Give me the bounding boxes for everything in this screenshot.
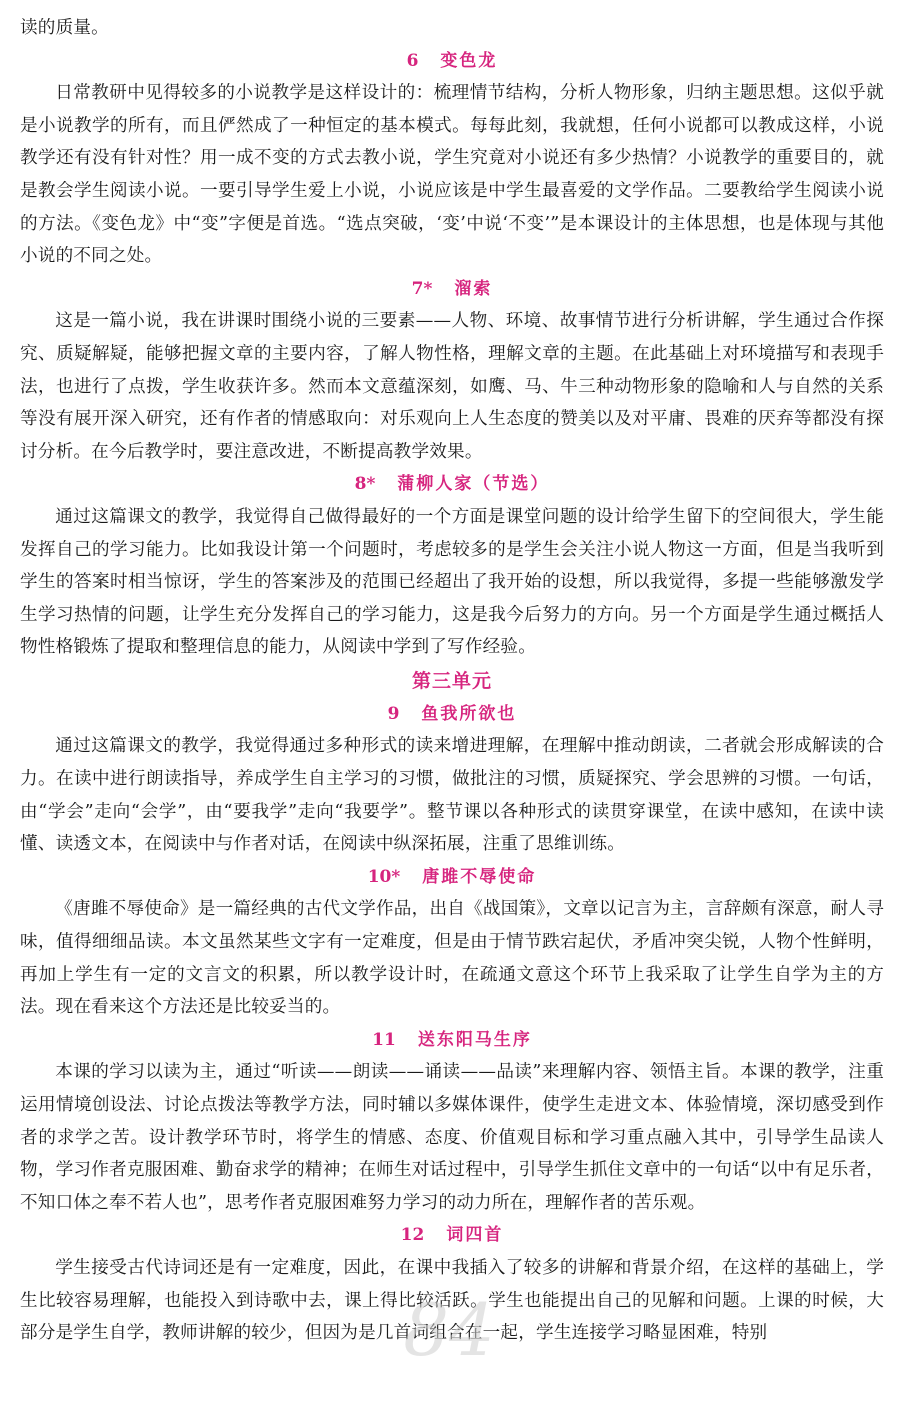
lesson-heading-12 bbox=[20, 1219, 884, 1252]
lesson-number: 10* bbox=[367, 866, 401, 887]
lesson-title: 鱼我所欲也 bbox=[421, 703, 517, 724]
page-content bbox=[20, 12, 884, 1350]
lesson-heading-6 bbox=[20, 45, 884, 78]
unit-heading: 第三单元 bbox=[411, 669, 492, 692]
lesson-paragraph-12: 学生接受古代诗词还是有一定难度，因此，在课中我插入了较多的讲解和背景介绍，在这样的基础上，学生比较容易理解，也能投入到诗歌中去，课上得比较活跃。学生也能提出自己的见解和问题。上课的时候，大部分是学生自学，教师讲解的较少，但因为是几首词组合在一起，学生连接学习略显困难，特别 bbox=[20, 1257, 884, 1344]
lesson-title: 溜索 bbox=[454, 278, 493, 299]
intro-tail-paragraph: 读的质量。 bbox=[20, 18, 109, 38]
lesson-title: 词四首 bbox=[446, 1225, 504, 1246]
lesson-paragraph-9: 通过这篇课文的教学，我觉得通过多种形式的读来增进理解，在理解中推动朗读，二者就会形成解读的合力。在读中进行朗读指导，养成学生自主学习的习惯，做批注的习惯，质疑探究、学会思辨的习惯。一句话，由“学会”走向“会学”，由“要我学”走向“我要学”。整节课以各种形式的读贯穿课堂，在读中感知，在读中读懂、读透文本，在阅读中与作者对话，在阅读中纵深拓展，注重了思维训练。 bbox=[20, 736, 884, 855]
lesson-number: 8* bbox=[354, 474, 376, 495]
lesson-number: 12 bbox=[400, 1225, 425, 1246]
lesson-heading-10 bbox=[20, 861, 884, 894]
lesson-number: 11 bbox=[372, 1029, 396, 1050]
lesson-paragraph-10: 《唐雎不辱使命》是一篇经典的古代文学作品，出自《战国策》，文章以记言为主，言辞颇有深意，耐人寻味，值得细细品读。本文虽然某些文字有一定难度，但是由于情节跌宕起伏，矛盾冲突尖锐，人物个性鲜明，再加上学生有一定的文言文的积累，所以教学设计时，在疏通文意这个环节上我采取了让学生自学为主的方法。现在看来这个方法还是比较妥当的。 bbox=[20, 899, 884, 1018]
lesson-title: 蒲柳人家（节选） bbox=[397, 474, 550, 495]
lesson-number: 9 bbox=[387, 703, 400, 724]
lesson-title: 送东阳马生序 bbox=[417, 1029, 532, 1050]
lesson-title: 变色龙 bbox=[440, 50, 498, 71]
lesson-heading-9 bbox=[20, 698, 884, 731]
lesson-paragraph-8: 通过这篇课文的教学，我觉得自己做得最好的一个方面是课堂问题的设计给学生留下的空间很大，学生能发挥自己的学习能力。比如我设计第一个问题时，考虑较多的是学生会关注小说人物这一方面，但是当我听到学生的答案时相当惊讶，学生的答案涉及的范围已经超出了我开始的设想，所以我觉得，多提一些能够激发学生学习热情的问题，让学生充分发挥自己的学习能力，这是我今后努力的方向。另一个方面是学生通过概括人物性格锻炼了提取和整理信息的能力，从阅读中学到了写作经验。 bbox=[20, 506, 884, 658]
lesson-paragraph-7: 这是一篇小说，我在讲课时围绕小说的三要素——人物、环境、故事情节进行分析讲解，学生通过合作探究、质疑解疑，能够把握文章的主要内容，了解人物性格，理解文章的主题。在此基础上对环境描写和表现手法，也进行了点拨，学生收获许多。然而本文意蕴深刻，如鹰、马、牛三种动物形象的隐喻和人与自然的关系等没有展开深入研究，还有作者的情感取向：对乐观向上人生态度的赞美以及对平庸、畏难的厌弃等都没有探讨分析。在今后教学时，要注意改进，不断提高教学效果。 bbox=[20, 311, 884, 462]
lesson-heading-8 bbox=[20, 468, 884, 501]
lesson-paragraph-6: 日常教研中见得较多的小说教学是这样设计的：梳理情节结构，分析人物形象，归纳主题思想。这似乎就是小说教学的所有，而且俨然成了一种恒定的基本模式。每每此刻，我就想，任何小说都可以教成这样，小说教学还有没有针对性？用一成不变的方式去教小说，学生究竟对小说还有多少热情？小说教学的重要目的，就是教会学生阅读小说。一要引导学生爱上小说，小说应该是中学生最喜爱的文学作品。二要教给学生阅读小说的方法。《变色龙》中“变”字便是首选。“选点突破，‘变’中说‘不变’”是本课设计的主体思想，也是体现与其他小说的不同之处。 bbox=[20, 83, 884, 267]
lesson-number: 7* bbox=[411, 278, 433, 299]
lesson-heading-11 bbox=[20, 1024, 884, 1057]
page-number-watermark: 84 bbox=[403, 1288, 495, 1372]
lesson-title: 唐雎不辱使命 bbox=[422, 866, 537, 887]
lesson-paragraph-11: 本课的学习以读为主，通过“听读——朗读——诵读——品读”来理解内容、领悟主旨。本课的教学，注重运用情境创设法、讨论点拨法等教学方法，同时辅以多媒体课件，使学生走进文本、体验情境，深切感受到作者的求学之苦。设计教学环节时，将学生的情感、态度、价值观目标和学习重点融入其中，引导学生品读人物，学习作者克服困难、勤奋求学的精神；在师生对话过程中，引导学生抓住文章中的一句话“以中有足乐者，不知口体之奉不若人也”，思考作者克服困难努力学习的动力所在，理解作者的苦乐观。 bbox=[20, 1062, 884, 1213]
lesson-heading-7 bbox=[20, 273, 884, 306]
lesson-number: 6 bbox=[406, 50, 419, 71]
